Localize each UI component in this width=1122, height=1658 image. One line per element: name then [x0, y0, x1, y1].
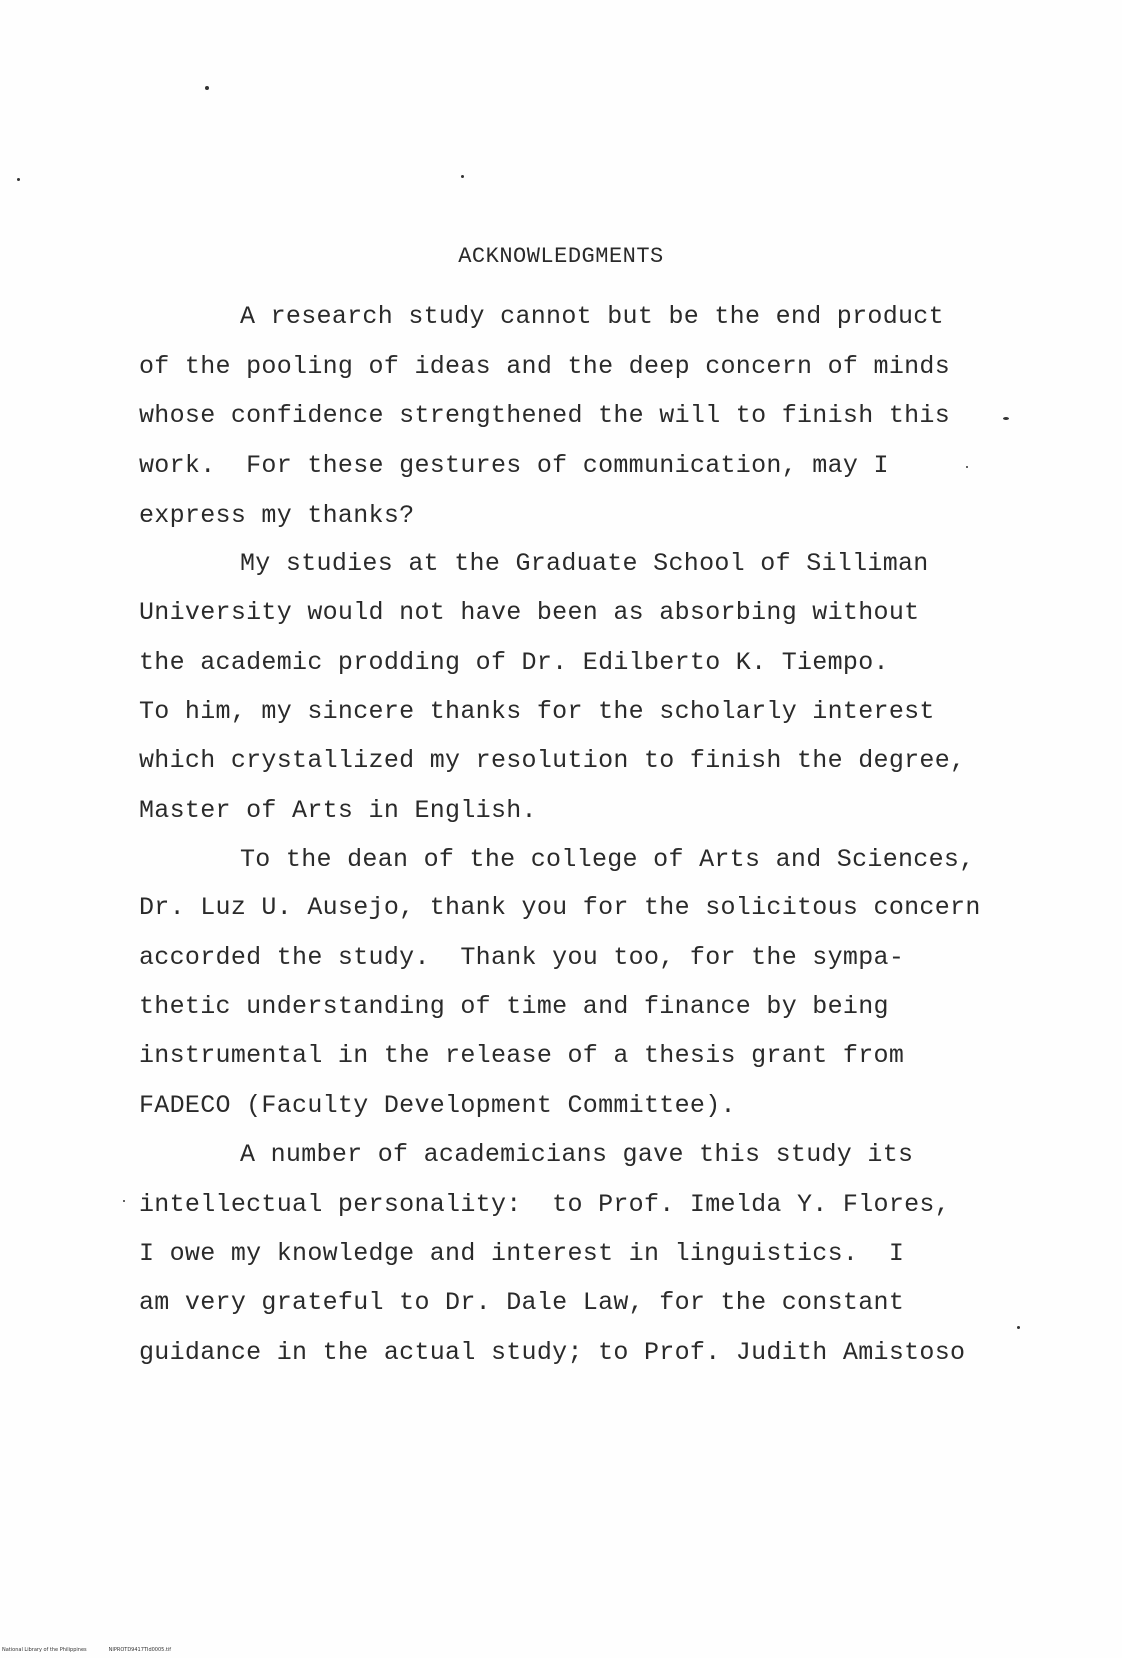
text-line: guidance in the actual study; to Prof. Judith Amistoso [139, 1338, 966, 1367]
text-line: A research study cannot but be the end product [240, 302, 944, 331]
scan-speck [123, 1200, 125, 1202]
text-line: intellectual personality: to Prof. Imelda Y. Flores, [139, 1190, 951, 1219]
scan-speck [1017, 1326, 1020, 1329]
text-line: instrumental in the release of a thesis grant from [139, 1041, 905, 1070]
scan-speck [205, 86, 209, 90]
text-line: FADECO (Faculty Development Committee). [139, 1091, 736, 1120]
scan-speck [17, 178, 20, 181]
scan-speck [461, 175, 464, 178]
text-line: whose confidence strengthened the will to finish this [139, 401, 951, 430]
file-code: NIPROTD9417TId0005.tif [108, 1647, 172, 1653]
text-line: the academic prodding of Dr. Edilberto K. Tiempo. [139, 648, 889, 677]
scan-speck [966, 466, 968, 468]
library-credit: National Library of the Philippines [2, 1647, 87, 1653]
page-title: ACKNOWLEDGMENTS [458, 244, 664, 269]
text-line: Master of Arts in English. [139, 796, 537, 825]
text-line: Dr. Luz U. Ausejo, thank you for the solicitous concern [139, 893, 981, 922]
text-line: am very grateful to Dr. Dale Law, for the constant [139, 1288, 905, 1317]
text-line: of the pooling of ideas and the deep concern of minds [139, 352, 951, 381]
text-line: To him, my sincere thanks for the scholarly interest [139, 697, 935, 726]
text-line: I owe my knowledge and interest in linguistics. I [139, 1239, 905, 1268]
text-line: University would not have been as absorbing without [139, 598, 920, 627]
text-line: thetic understanding of time and finance by being [139, 992, 889, 1021]
text-line: accorded the study. Thank you too, for the sympa- [139, 943, 905, 972]
text-line: which crystallized my resolution to finish the degree, [139, 746, 966, 775]
text-line: work. For these gestures of communication, may I [139, 451, 889, 480]
text-line: express my thanks? [139, 501, 415, 530]
text-line: My studies at the Graduate School of Silliman [240, 549, 929, 578]
scan-speck [1003, 417, 1009, 420]
text-line: A number of academicians gave this study its [240, 1140, 914, 1169]
scan-footer [2, 1647, 171, 1653]
text-line: To the dean of the college of Arts and Sciences, [240, 845, 975, 874]
